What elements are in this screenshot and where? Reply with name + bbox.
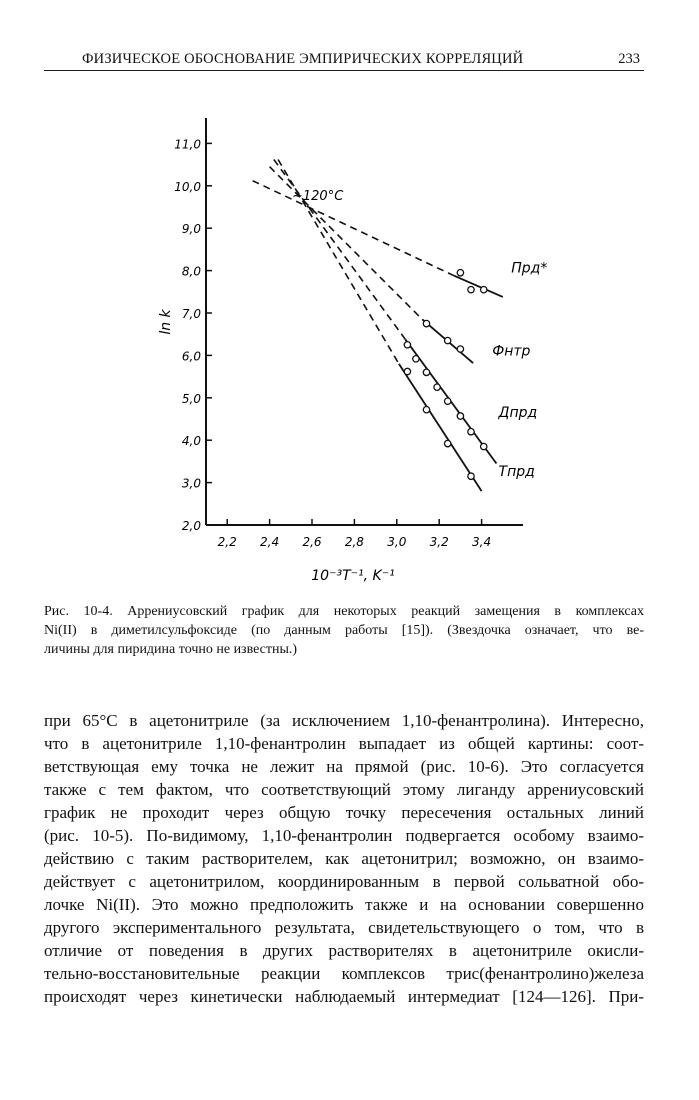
data-point: [404, 368, 410, 374]
body-line: лочке Ni(II). Это можно предположить также и на основании совершенно: [44, 895, 644, 914]
x-tick-label: 3,2: [429, 535, 449, 549]
data-point: [457, 346, 463, 352]
body-line: другого экспериментального результата, свидетельствующего о том, что в: [44, 918, 644, 937]
y-tick-label: 3,0: [181, 476, 201, 491]
fit-line: [454, 276, 503, 297]
y-tick-label: 2,0: [181, 519, 201, 533]
data-point: [444, 337, 450, 343]
body-line: происходят через кинетически наблюдаемый интермедиат [124—126]. При-: [44, 987, 644, 1006]
data-point: [404, 342, 410, 348]
data-point: [468, 473, 474, 479]
body-line: при 65°C в ацетонитриле (за исключением 1,10-фенантролина). Интересно,: [44, 711, 644, 730]
data-point: [481, 286, 487, 292]
series-label: Фнтр: [492, 343, 531, 360]
y-tick-label: 10,0: [174, 179, 201, 194]
page-number: 233: [618, 51, 640, 67]
caption-line: Рис. 10-4. Аррениусовский график для некоторых реакций замещения в комплексах: [44, 604, 644, 619]
y-tick-label: 9,0: [181, 222, 201, 237]
temperature-annotation: ~120°C: [292, 189, 344, 204]
series-label: Дпрд: [498, 404, 538, 421]
body-line: действию с таким растворителем, как ацетонитрил; возможно, он взаимо-: [44, 849, 644, 868]
caption-line: Ni(II) в диметилсульфоксиде (по данным работы [15]). (Звездочка означает, что ве-: [44, 623, 644, 638]
x-axis-label: 10⁻³T⁻¹, K⁻¹: [311, 568, 395, 584]
series-label: Тпрд: [498, 464, 535, 481]
x-tick-label: 2,6: [302, 535, 322, 549]
data-point: [468, 429, 474, 435]
series-label: Прд*: [511, 260, 548, 277]
running-header-title: ФИЗИЧЕСКОЕ ОБОСНОВАНИЕ ЭМПИРИЧЕСКИХ КОРРЕЛЯЦИЙ: [82, 51, 524, 67]
series-4: [278, 160, 535, 492]
data-point: [444, 398, 450, 404]
x-tick-label: 2,2: [217, 535, 237, 549]
data-point: [481, 443, 487, 449]
data-point: [468, 286, 474, 292]
data-point: [434, 384, 440, 390]
data-point: [423, 406, 429, 412]
y-tick-label: 4,0: [181, 434, 201, 449]
x-tick-label: 2,8: [344, 535, 364, 549]
x-tick-label: 2,4: [260, 535, 280, 549]
x-tick-label: 3,4: [472, 535, 492, 549]
dashed-extrapolation: [274, 160, 405, 340]
body-line: отличие от поведения в других растворителях в ацетонитриле окисли-: [44, 941, 644, 960]
y-tick-label: 7,0: [181, 307, 201, 321]
body-line: тельно-восстановительные реакции комплексов трис(фенантролино)железа: [44, 964, 644, 983]
dashed-extrapolation: [253, 181, 454, 276]
body-line: ветствующая ему точка не лежит на прямой (рис. 10-6). Это согласуется: [44, 757, 644, 776]
body-text: [44, 709, 644, 1008]
data-point: [457, 413, 463, 419]
figure-caption: [44, 602, 644, 659]
body-line: график не проходит через общую точку пересечения остальных линий: [44, 803, 644, 822]
x-tick-label: 3,0: [387, 535, 407, 549]
data-point: [457, 270, 463, 276]
y-tick-label: 8,0: [181, 264, 201, 279]
y-tick-label: 5,0: [181, 391, 201, 406]
caption-line: личины для пиридина точно не известны.): [44, 642, 298, 657]
body-line: (рис. 10-5). По-видимому, 1,10-фенантролин подвергается особому взаимо-: [44, 826, 644, 845]
data-point: [444, 440, 450, 446]
series-3: [274, 160, 537, 464]
body-line: действует с ацетонитрилом, координированным в первой сольватной обо-: [44, 872, 644, 891]
y-axis-label: ln k: [158, 309, 174, 335]
y-tick-label: 6,0: [181, 349, 201, 364]
body-line: также с тем фактом, что соответствующий этому лиганду аррениусовский: [44, 780, 644, 799]
data-point: [413, 356, 419, 362]
data-point: [423, 320, 429, 326]
body-line: что в ацетонитриле 1,10-фенантролин выпадает из общей картины: соот-: [44, 734, 644, 753]
data-point: [423, 369, 429, 375]
y-tick-label: 11,0: [174, 137, 201, 152]
